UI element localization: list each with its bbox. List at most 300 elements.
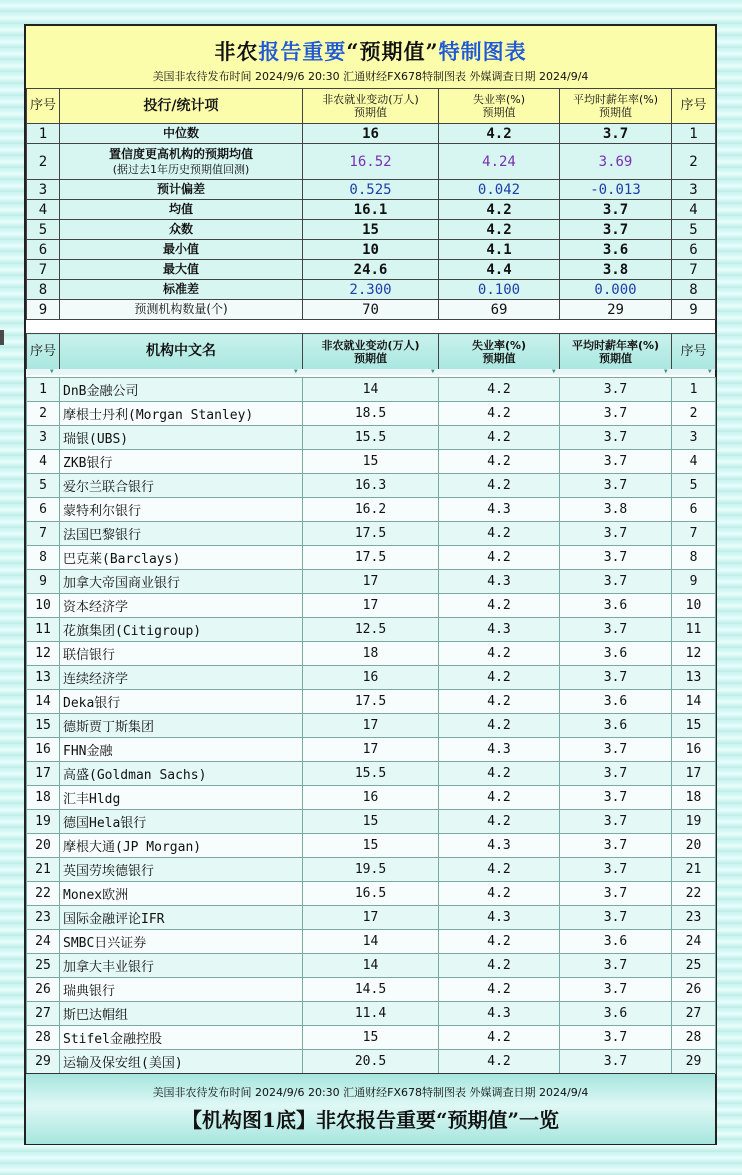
unemployment-value: 4.2 xyxy=(439,762,560,786)
table-row xyxy=(27,786,716,810)
unemployment-value: 4.2 xyxy=(439,714,560,738)
unemployment-value: 4.4 xyxy=(439,260,560,280)
filter-dropdown-icon[interactable]: ▼ xyxy=(708,368,712,375)
unemployment-value: 4.2 xyxy=(439,402,560,426)
unemployment-value: 69 xyxy=(439,300,560,320)
title-part-1: 非农 xyxy=(214,39,259,64)
row-index-right: 27 xyxy=(672,1002,716,1026)
header-line: 预期值 xyxy=(599,351,632,365)
row-index-right: 23 xyxy=(672,906,716,930)
row-index: 15 xyxy=(27,714,60,738)
header-line: 预期值 xyxy=(482,351,516,365)
header-line: 平均时薪年率(%) xyxy=(572,93,659,106)
wage-value: 3.7 xyxy=(560,810,672,834)
unemployment-value: 4.2 xyxy=(439,426,560,450)
stat-name xyxy=(60,280,303,300)
table-row xyxy=(27,714,716,738)
nfp-value: 15.5 xyxy=(303,426,439,450)
row-index-right: 10 xyxy=(672,594,716,618)
row-index-right: 13 xyxy=(672,666,716,690)
nfp-value: 17 xyxy=(303,714,439,738)
wage-value: 3.7 xyxy=(560,858,672,882)
table-row xyxy=(27,978,716,1002)
table-row xyxy=(27,450,716,474)
row-index: 3 xyxy=(27,426,60,450)
nfp-value: 20.5 xyxy=(303,1050,439,1074)
table-row xyxy=(27,930,716,954)
filter-strip xyxy=(26,369,715,375)
stat-label: 标准差 xyxy=(162,282,199,296)
row-index-right: 20 xyxy=(672,834,716,858)
unemployment-value: 4.2 xyxy=(439,124,560,144)
org-name: 瑞典银行 xyxy=(60,978,303,1002)
unemployment-value: 4.2 xyxy=(439,220,560,240)
org-name: 巴克莱(Barclays) xyxy=(60,546,303,570)
header-subline: 美国非农待发布时间 2024/9/6 20:30 汇通财经FX678特制图表 外媒调查日期 2024/9/4 xyxy=(152,70,589,83)
wage-value: 3.7 xyxy=(560,738,672,762)
header-line: 预期值 xyxy=(354,351,387,365)
table-row xyxy=(27,594,716,618)
stats-row xyxy=(27,300,716,320)
stat-name xyxy=(60,300,303,320)
wage-value: 3.7 xyxy=(560,570,672,594)
nfp-value: 15 xyxy=(303,220,439,240)
row-index-right: 8 xyxy=(672,546,716,570)
wage-value: 3.8 xyxy=(560,498,672,522)
row-index-right: 12 xyxy=(672,642,716,666)
unemployment-value: 4.2 xyxy=(439,858,560,882)
wage-value: 3.7 xyxy=(560,618,672,642)
unemployment-value: 4.2 xyxy=(439,642,560,666)
row-index-right: 5 xyxy=(672,220,716,240)
wage-value: 3.7 xyxy=(560,1050,672,1074)
nfp-value: 16.3 xyxy=(303,474,439,498)
row-index-right: 16 xyxy=(672,738,716,762)
table-row xyxy=(27,954,716,978)
unemployment-value: 4.3 xyxy=(439,738,560,762)
org-name: 英国劳埃德银行 xyxy=(60,858,303,882)
wage-value: 3.7 xyxy=(560,978,672,1002)
table-row xyxy=(27,810,716,834)
unemployment-value: 4.2 xyxy=(439,1026,560,1050)
unemployment-value: 4.2 xyxy=(439,594,560,618)
nfp-value: 15 xyxy=(303,834,439,858)
nfp-value: 15 xyxy=(303,450,439,474)
row-index: 5 xyxy=(27,220,60,240)
org-name: 高盛(Goldman Sachs) xyxy=(60,762,303,786)
stat-name xyxy=(60,144,303,180)
stats-row xyxy=(27,180,716,200)
row-index-right: 14 xyxy=(672,690,716,714)
nfp-value: 16 xyxy=(303,666,439,690)
nfp-value: 12.5 xyxy=(303,618,439,642)
wage-value: 3.7 xyxy=(560,666,672,690)
nfp-value: 17 xyxy=(303,570,439,594)
nfp-value: 2.300 xyxy=(303,280,439,300)
wage-value: 3.6 xyxy=(560,714,672,738)
org-name: 蒙特利尔银行 xyxy=(60,498,303,522)
unemployment-value: 4.2 xyxy=(439,200,560,220)
stat-name xyxy=(60,240,303,260)
wage-value: 0.000 xyxy=(560,280,672,300)
unemployment-value: 4.3 xyxy=(439,906,560,930)
stat-name xyxy=(60,220,303,240)
stats-row xyxy=(27,124,716,144)
row-index: 3 xyxy=(27,180,60,200)
row-index: 26 xyxy=(27,978,60,1002)
nfp-value: 17.5 xyxy=(303,546,439,570)
row-index: 23 xyxy=(27,906,60,930)
table-row xyxy=(27,402,716,426)
nfp-value: 17.5 xyxy=(303,690,439,714)
nfp-value: 16.52 xyxy=(303,144,439,180)
org-table-header xyxy=(26,333,716,370)
stats-row xyxy=(27,220,716,240)
nfp-value: 14 xyxy=(303,378,439,402)
table-row xyxy=(27,666,716,690)
org-name: 德国Hela银行 xyxy=(60,810,303,834)
nfp-value: 16.2 xyxy=(303,498,439,522)
row-index-right: 19 xyxy=(672,810,716,834)
wage-value: 3.7 xyxy=(560,450,672,474)
unemployment-value: 4.2 xyxy=(439,954,560,978)
wage-value: 3.7 xyxy=(560,786,672,810)
footer-band xyxy=(26,1073,715,1144)
table-row xyxy=(27,474,716,498)
nfp-value: 16 xyxy=(303,786,439,810)
row-index-right: 7 xyxy=(672,260,716,280)
page-title xyxy=(26,36,715,66)
row-index-right: 3 xyxy=(672,426,716,450)
row-index: 6 xyxy=(27,498,60,522)
row-index: 13 xyxy=(27,666,60,690)
org-name: 爱尔兰联合银行 xyxy=(60,474,303,498)
stat-label: 预测机构数量(个) xyxy=(134,302,228,316)
row-index: 27 xyxy=(27,1002,60,1026)
row-index: 25 xyxy=(27,954,60,978)
table-row xyxy=(27,642,716,666)
stat-label: 预计偏差 xyxy=(156,182,205,196)
org-header-index: 序号 xyxy=(27,334,60,370)
row-index: 6 xyxy=(27,240,60,260)
stats-row xyxy=(27,260,716,280)
stats-header-index: 序号 xyxy=(27,89,60,124)
header-line: 预期值 xyxy=(599,106,632,119)
title-part-4: 特制图表 xyxy=(438,39,527,64)
filter-dropdown-icon[interactable]: ▼ xyxy=(294,368,298,375)
header-line: 预期值 xyxy=(354,106,387,119)
wage-value: 3.6 xyxy=(560,594,672,618)
row-index: 9 xyxy=(27,300,60,320)
row-index: 11 xyxy=(27,618,60,642)
org-name: 摩根士丹利(Morgan Stanley) xyxy=(60,402,303,426)
row-index: 24 xyxy=(27,930,60,954)
title-part-3: “预期值” xyxy=(346,39,439,64)
org-name: 德斯贾丁斯集团 xyxy=(60,714,303,738)
row-index-right: 29 xyxy=(672,1050,716,1074)
row-index: 20 xyxy=(27,834,60,858)
unemployment-value: 4.2 xyxy=(439,882,560,906)
row-index-right: 22 xyxy=(672,882,716,906)
org-name: DnB金融公司 xyxy=(60,378,303,402)
wage-value: 3.8 xyxy=(560,260,672,280)
nfp-value: 16.5 xyxy=(303,882,439,906)
org-name: 摩根大通(JP Morgan) xyxy=(60,834,303,858)
unemployment-value: 4.3 xyxy=(439,618,560,642)
wage-value: 3.69 xyxy=(560,144,672,180)
unemployment-value: 4.3 xyxy=(439,834,560,858)
row-index-right: 5 xyxy=(672,474,716,498)
org-name: 加拿大帝国商业银行 xyxy=(60,570,303,594)
row-index-right: 15 xyxy=(672,714,716,738)
nfp-value: 17 xyxy=(303,906,439,930)
wage-value: 3.7 xyxy=(560,546,672,570)
wage-value: 3.7 xyxy=(560,426,672,450)
stats-row xyxy=(27,200,716,220)
table-row xyxy=(27,1026,716,1050)
org-name: FHN金融 xyxy=(60,738,303,762)
nfp-value: 18 xyxy=(303,642,439,666)
table-row xyxy=(27,1050,716,1074)
wage-value: 29 xyxy=(560,300,672,320)
wage-value: 3.7 xyxy=(560,378,672,402)
wage-value: -0.013 xyxy=(560,180,672,200)
row-index-right: 9 xyxy=(672,570,716,594)
stat-label: 众数 xyxy=(168,222,193,236)
stat-label: 中位数 xyxy=(162,126,199,140)
wage-value: 3.6 xyxy=(560,930,672,954)
row-index-right: 6 xyxy=(672,240,716,260)
org-name: Deka银行 xyxy=(60,690,303,714)
title-part-2: 报告重要 xyxy=(258,39,347,64)
wage-value: 3.6 xyxy=(560,1002,672,1026)
header-line: 预期值 xyxy=(482,106,516,119)
row-index: 18 xyxy=(27,786,60,810)
row-index-right: 25 xyxy=(672,954,716,978)
table-row xyxy=(27,858,716,882)
unemployment-value: 4.1 xyxy=(439,240,560,260)
org-name: 连续经济学 xyxy=(60,666,303,690)
title-band xyxy=(26,26,715,89)
stats-header-wages xyxy=(560,89,672,124)
filter-dropdown-icon[interactable]: ▼ xyxy=(664,368,668,375)
stats-header-unemployment xyxy=(439,89,560,124)
wage-value: 3.6 xyxy=(560,690,672,714)
nfp-value: 16.1 xyxy=(303,200,439,220)
row-index-right: 8 xyxy=(672,280,716,300)
header-line: 非农就业变动(万人) xyxy=(321,338,420,352)
table-row xyxy=(27,546,716,570)
table-row xyxy=(27,882,716,906)
nfp-value: 17.5 xyxy=(303,522,439,546)
nfp-value: 14.5 xyxy=(303,978,439,1002)
filter-dropdown-icon[interactable]: ▼ xyxy=(431,368,435,375)
unemployment-value: 4.2 xyxy=(439,690,560,714)
wage-value: 3.7 xyxy=(560,220,672,240)
unemployment-value: 4.2 xyxy=(439,1050,560,1074)
table-row xyxy=(27,834,716,858)
header-line: 失业率(%) xyxy=(471,338,527,352)
org-name: 资本经济学 xyxy=(60,594,303,618)
row-index-right: 28 xyxy=(672,1026,716,1050)
row-index-right: 21 xyxy=(672,858,716,882)
org-header-wages xyxy=(560,334,672,370)
filter-dropdown-icon[interactable]: ▼ xyxy=(552,368,556,375)
org-name: 加拿大丰业银行 xyxy=(60,954,303,978)
stats-row xyxy=(27,144,716,180)
unemployment-value: 4.2 xyxy=(439,930,560,954)
nfp-value: 24.6 xyxy=(303,260,439,280)
org-header-unemployment xyxy=(439,334,560,370)
row-index-right: 1 xyxy=(672,124,716,144)
unemployment-value: 4.2 xyxy=(439,378,560,402)
footer-title: 【机构图1底】非农报告重要“预期值”一览 xyxy=(182,1108,559,1132)
nfp-value: 10 xyxy=(303,240,439,260)
row-index: 16 xyxy=(27,738,60,762)
nfp-value: 70 xyxy=(303,300,439,320)
table-row xyxy=(27,426,716,450)
header-line: 非农就业变动(万人) xyxy=(322,93,419,106)
table-row xyxy=(27,906,716,930)
nfp-value: 11.4 xyxy=(303,1002,439,1026)
stat-label: 均值 xyxy=(168,202,193,216)
unemployment-value: 4.2 xyxy=(439,522,560,546)
org-name: 联信银行 xyxy=(60,642,303,666)
table-row xyxy=(27,378,716,402)
stats-header-row xyxy=(27,89,716,124)
row-index: 21 xyxy=(27,858,60,882)
nfp-value: 19.5 xyxy=(303,858,439,882)
table-row xyxy=(27,1002,716,1026)
wage-value: 3.7 xyxy=(560,834,672,858)
org-name: 法国巴黎银行 xyxy=(60,522,303,546)
row-index: 5 xyxy=(27,474,60,498)
wage-value: 3.7 xyxy=(560,954,672,978)
wage-value: 3.7 xyxy=(560,1026,672,1050)
unemployment-value: 4.2 xyxy=(439,786,560,810)
row-index: 4 xyxy=(27,450,60,474)
stats-header-nfp xyxy=(303,89,439,124)
report-frame xyxy=(24,24,717,1145)
row-index-right: 4 xyxy=(672,450,716,474)
wage-value: 3.7 xyxy=(560,124,672,144)
table-row xyxy=(27,570,716,594)
row-index-right: 26 xyxy=(672,978,716,1002)
wage-value: 3.7 xyxy=(560,522,672,546)
org-name: 运输及保安组(美国) xyxy=(60,1050,303,1074)
row-index-right: 1 xyxy=(672,378,716,402)
org-name: SMBC日兴证券 xyxy=(60,930,303,954)
table-row xyxy=(27,522,716,546)
wage-value: 3.7 xyxy=(560,402,672,426)
row-index: 8 xyxy=(27,280,60,300)
nfp-value: 17 xyxy=(303,738,439,762)
row-index: 2 xyxy=(27,402,60,426)
unemployment-value: 0.042 xyxy=(439,180,560,200)
stat-label: 最大值 xyxy=(162,262,199,276)
org-header-row xyxy=(27,334,716,370)
org-name: Monex欧洲 xyxy=(60,882,303,906)
stat-name xyxy=(60,180,303,200)
nfp-value: 15.5 xyxy=(303,762,439,786)
nfp-value: 16 xyxy=(303,124,439,144)
table-row xyxy=(27,762,716,786)
stats-header-item: 投行/统计项 xyxy=(60,89,303,124)
org-name: 花旗集团(Citigroup) xyxy=(60,618,303,642)
org-header-index-right: 序号 xyxy=(672,334,716,370)
unemployment-value: 4.3 xyxy=(439,570,560,594)
wage-value: 3.7 xyxy=(560,882,672,906)
stats-header-index-right: 序号 xyxy=(672,89,716,124)
header-line: 平均时薪年率(%) xyxy=(571,338,660,352)
nfp-value: 0.525 xyxy=(303,180,439,200)
row-index-right: 7 xyxy=(672,522,716,546)
nfp-value: 17 xyxy=(303,594,439,618)
stats-table xyxy=(26,88,716,320)
wage-value: 3.7 xyxy=(560,762,672,786)
row-index: 9 xyxy=(27,570,60,594)
left-edge-marker xyxy=(0,330,4,345)
org-name: 斯巴达帽组 xyxy=(60,1002,303,1026)
nfp-value: 14 xyxy=(303,930,439,954)
unemployment-value: 4.3 xyxy=(439,498,560,522)
table-row xyxy=(27,498,716,522)
row-index-right: 2 xyxy=(672,402,716,426)
row-index-right: 9 xyxy=(672,300,716,320)
unemployment-value: 0.100 xyxy=(439,280,560,300)
row-index: 22 xyxy=(27,882,60,906)
row-index: 10 xyxy=(27,594,60,618)
nfp-value: 15 xyxy=(303,1026,439,1050)
unemployment-value: 4.2 xyxy=(439,450,560,474)
row-index: 28 xyxy=(27,1026,60,1050)
stat-name xyxy=(60,124,303,144)
row-index: 4 xyxy=(27,200,60,220)
unemployment-value: 4.2 xyxy=(439,546,560,570)
stat-label: 置信度更高机构的预期均值 xyxy=(108,146,253,161)
wage-value: 3.7 xyxy=(560,906,672,930)
row-index: 29 xyxy=(27,1050,60,1074)
org-header-nfp xyxy=(303,334,439,370)
header-line: 失业率(%) xyxy=(472,93,526,106)
stat-label: 最小值 xyxy=(162,242,199,256)
stats-body xyxy=(27,124,716,320)
footer-subline: 美国非农待发布时间 2024/9/6 20:30 汇通财经FX678特制图表 外媒调查日期 2024/9/4 xyxy=(152,1086,589,1099)
org-header-name: 机构中文名 xyxy=(60,334,303,370)
row-index: 2 xyxy=(27,144,60,180)
org-name: 瑞银(UBS) xyxy=(60,426,303,450)
stats-row xyxy=(27,280,716,300)
org-name: Stifel金融控股 xyxy=(60,1026,303,1050)
unemployment-value: 4.2 xyxy=(439,978,560,1002)
row-index-right: 24 xyxy=(672,930,716,954)
stat-name xyxy=(60,200,303,220)
row-index-right: 4 xyxy=(672,200,716,220)
nfp-value: 15 xyxy=(303,810,439,834)
row-index: 7 xyxy=(27,522,60,546)
row-index-right: 3 xyxy=(672,180,716,200)
row-index-right: 6 xyxy=(672,498,716,522)
org-table xyxy=(26,377,716,1074)
table-row xyxy=(27,690,716,714)
stat-name xyxy=(60,260,303,280)
row-index-right: 11 xyxy=(672,618,716,642)
row-index: 8 xyxy=(27,546,60,570)
row-index: 1 xyxy=(27,124,60,144)
unemployment-value: 4.2 xyxy=(439,810,560,834)
row-index-right: 17 xyxy=(672,762,716,786)
filter-dropdown-icon[interactable]: ▼ xyxy=(50,368,54,375)
